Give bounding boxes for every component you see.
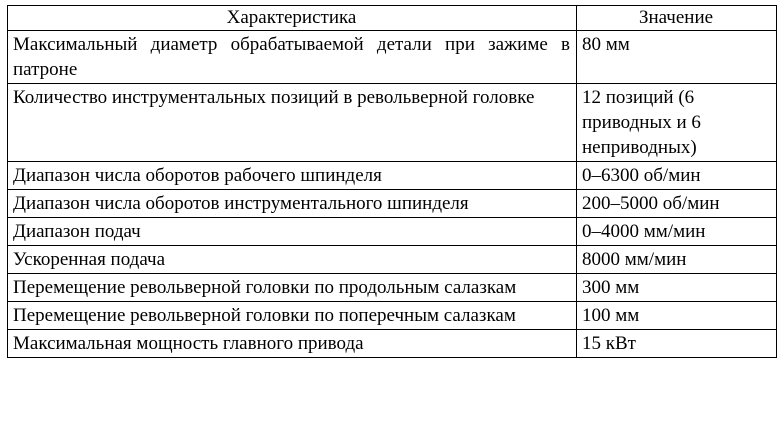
value-cell: 80 мм	[577, 31, 777, 84]
characteristic-cell: Максимальный диаметр обрабатываемой детали при зажиме в патроне	[8, 31, 577, 84]
characteristic-cell: Ускоренная подача	[8, 246, 577, 274]
characteristic-cell: Перемещение револьверной головки по продольным салазкам	[8, 274, 577, 302]
table-row	[8, 274, 777, 302]
characteristic-cell: Диапазон подач	[8, 218, 577, 246]
value-cell: 200–5000 об/мин	[577, 190, 777, 218]
table-header-row	[8, 6, 777, 31]
table-row	[8, 246, 777, 274]
table-row	[8, 330, 777, 358]
characteristic-cell: Диапазон числа оборотов рабочего шпинделя	[8, 162, 577, 190]
header-characteristic: Характеристика	[8, 6, 577, 31]
characteristic-cell: Диапазон числа оборотов инструментального шпинделя	[8, 190, 577, 218]
specifications-table	[7, 5, 777, 358]
table-row	[8, 31, 777, 84]
value-cell: 0–4000 мм/мин	[577, 218, 777, 246]
header-value: Значение	[577, 6, 777, 31]
table-row	[8, 84, 777, 162]
table-row	[8, 302, 777, 330]
value-cell: 300 мм	[577, 274, 777, 302]
value-cell: 12 позиций (6 приводных и 6 неприводных)	[577, 84, 777, 162]
value-cell: 15 кВт	[577, 330, 777, 358]
value-cell: 8000 мм/мин	[577, 246, 777, 274]
characteristic-cell: Количество инструментальных позиций в револьверной головке	[8, 84, 577, 162]
characteristic-cell: Максимальная мощность главного привода	[8, 330, 577, 358]
table-row	[8, 218, 777, 246]
table-row	[8, 190, 777, 218]
value-cell: 0–6300 об/мин	[577, 162, 777, 190]
table-row	[8, 162, 777, 190]
characteristic-cell: Перемещение револьверной головки по поперечным салазкам	[8, 302, 577, 330]
value-cell: 100 мм	[577, 302, 777, 330]
